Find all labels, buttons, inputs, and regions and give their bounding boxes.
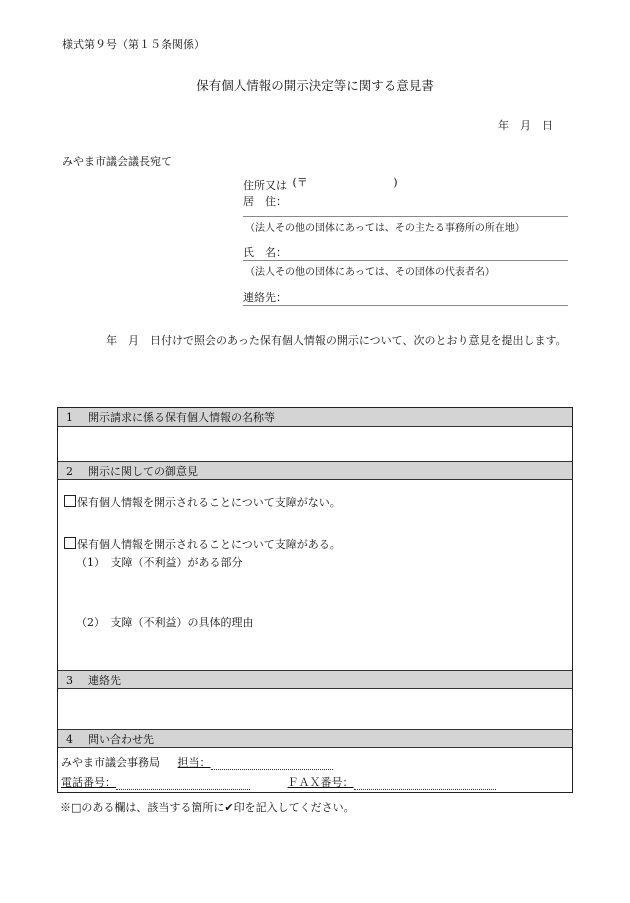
body-text: 年 月 日付けで照会のあった保有個人情報の開示について、次のとおり意見を提出します。 <box>106 334 567 347</box>
address-line <box>243 216 568 217</box>
residence-label: 居 住： <box>243 195 287 208</box>
option-issue <box>64 536 341 552</box>
postal-close: ) <box>393 176 398 189</box>
phone-label: 電話番号： <box>61 776 116 789</box>
postal-mark: (〒 <box>292 176 308 189</box>
date-line: 年 月 日 <box>498 119 553 132</box>
section-3-number: 3 <box>66 674 73 687</box>
section-1-title: 開示請求に係る保有個人情報の名称等 <box>88 411 275 424</box>
section-2-title: 開示に関しての御意見 <box>88 465 198 478</box>
section-3-header <box>58 670 572 689</box>
name-line <box>243 260 568 261</box>
phone-field[interactable] <box>116 776 250 790</box>
addressee: みやま市議会議長宛て <box>62 155 172 168</box>
inquiry-office: みやま市議会事務局 <box>61 756 160 769</box>
section-2-header <box>58 461 572 480</box>
person-label: 担当： <box>177 756 211 769</box>
section-1-number: 1 <box>66 411 73 424</box>
fax-label: ＦＡＸ番号： <box>287 776 354 789</box>
checkbox-issue[interactable] <box>64 537 76 549</box>
checkbox-no-issue[interactable] <box>64 495 76 507</box>
option-no-issue-label: 保有個人情報を開示されることについて支障がない。 <box>77 496 341 509</box>
sub-item-1: （1） 支障（不利益）がある部分 <box>76 556 243 569</box>
fax-field[interactable] <box>354 776 496 790</box>
document-title: 保有個人情報の開示決定等に関する意見書 <box>196 78 434 93</box>
name-label: 氏 名： <box>243 246 287 259</box>
option-issue-label: 保有個人情報を開示されることについて支障がある。 <box>77 538 341 551</box>
section-1-header <box>58 408 572 427</box>
section-4-number: 4 <box>66 733 73 746</box>
corp-address-note: （法人その他の団体にあっては、その主たる事務所の所在地） <box>245 223 525 234</box>
opinion-table <box>57 407 573 793</box>
person-field[interactable] <box>211 756 333 770</box>
option-no-issue <box>64 494 341 510</box>
address-label: 住所又は <box>243 179 287 192</box>
section-4-header <box>58 729 572 748</box>
section-4-title: 問い合わせ先 <box>88 733 154 746</box>
inquiry-office-row <box>61 754 333 770</box>
contact-label: 連絡先： <box>243 291 287 304</box>
section-3-title: 連絡先 <box>88 674 121 687</box>
sub-item-2: （2） 支障（不利益）の具体的理由 <box>76 616 254 629</box>
contact-line <box>243 305 568 306</box>
form-number: 様式第９号（第１５条関係） <box>62 38 205 51</box>
section-2-number: 2 <box>66 465 73 478</box>
checkbox-note: ※□のある欄は、該当する箇所に✔印を記入してください。 <box>60 801 355 814</box>
inquiry-phone-row <box>61 774 496 790</box>
address-label-row <box>243 177 398 193</box>
corp-name-note: （法人その他の団体にあっては、その団体の代表者名） <box>245 267 495 278</box>
